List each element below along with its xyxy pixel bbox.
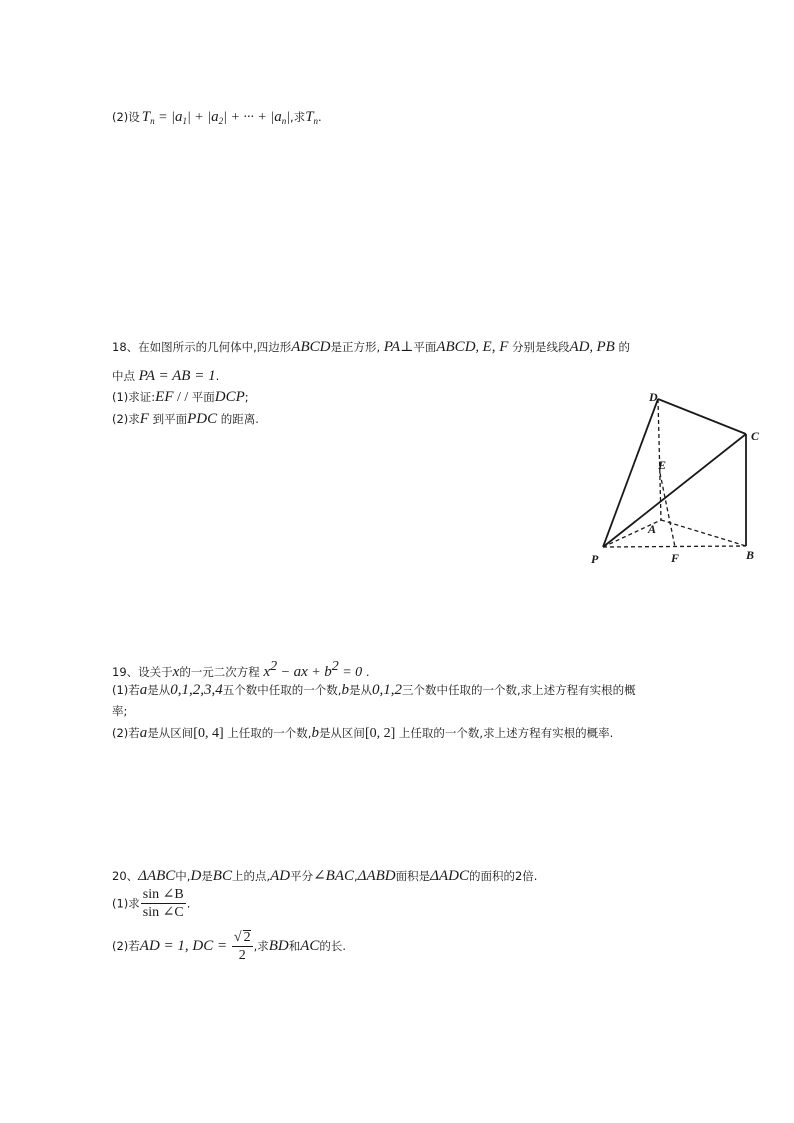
q18-line2-math: PA = AB = 1 [138, 368, 216, 384]
q18-abcd: ABCD [291, 339, 331, 355]
q20-stem-prefix: 20、 [112, 869, 139, 883]
q17-tn: $T_n$ [305, 109, 319, 126]
q19-part1-set1: 0,1,2,3,4 [170, 682, 223, 698]
q18-part1-plane: 平面 [191, 390, 215, 404]
q17-part2-mid: ,求 [290, 110, 306, 124]
q19-part2-text1: 是从区间 [147, 726, 194, 740]
q19-part1-text2: 五个数中任取的一个数, [222, 683, 342, 697]
q20-part2-frac-num-wrap: √ 2 [233, 930, 251, 945]
q20-tri-adc: ΔADC [430, 868, 469, 884]
q19-part2-int1: [0, 4] [193, 726, 224, 741]
q20-tri-abc: ΔABC [138, 868, 176, 884]
q18-part2-end: 的距离. [220, 412, 259, 426]
q19-stem-end: . [365, 665, 370, 679]
q18-part1-end: ; [244, 390, 249, 404]
q19-part1-prefix: (1)若 [112, 683, 140, 697]
q20-text-is: 是 [201, 869, 213, 883]
q20-part2-fraction [232, 930, 253, 963]
q20-seg-bc: BC [212, 868, 232, 884]
q18-part2-f: F [139, 411, 149, 427]
q20-text-twice: 的面积的2倍. [468, 869, 538, 883]
q19-part1-set2: 0,1,2 [371, 682, 402, 698]
q17-part2-set: 设 [128, 110, 140, 124]
q17-part2 [112, 110, 322, 126]
q18-part1-dcp: DCP [214, 389, 245, 405]
q18-line2 [112, 369, 219, 384]
q18-part2-pdc: PDC [187, 411, 218, 427]
edge-ef [660, 473, 675, 547]
label-c: C [751, 429, 760, 443]
q18-pb: PB [596, 339, 615, 355]
q18-line2-end: . [215, 369, 220, 383]
q18-part1-parallel: / / [173, 390, 192, 405]
q18-plane: 平面 [413, 340, 437, 354]
q17-part2-num: (2) [112, 110, 129, 124]
q20-part1-fraction [141, 888, 186, 920]
q20-part1-num: sin ∠B [142, 887, 184, 902]
q18-geometry-figure [585, 385, 775, 570]
q20-text-area: 面积是 [395, 869, 431, 883]
q18-ef: E, F [482, 339, 509, 355]
q17-part2-end: . [318, 110, 322, 124]
q18-part1-prefix: (1)求证: [112, 390, 156, 404]
q20-tri-abd: ΔABD [357, 868, 396, 884]
q18-line2-prefix: 中点 [112, 369, 135, 383]
label-p: P [591, 552, 599, 566]
q19-part2-text4: 上任取的一个数,求上述方程有实根的概率. [398, 726, 614, 740]
q20-comma: , [354, 869, 358, 883]
q18-perp: ⊥ [400, 340, 414, 355]
label-a: A [648, 522, 657, 536]
q19-stem-mid: 的一元二次方程 [179, 665, 260, 679]
q20-part2-frac-num: 2 [243, 930, 251, 945]
q19-part1-line2 [112, 706, 127, 718]
q20-pt-d: D [190, 868, 202, 884]
q20-text-bisect: 平分 [290, 869, 314, 883]
edge-pb [603, 546, 746, 547]
q19-part1-text1: 是从 [147, 683, 171, 697]
q18-stem-end: 的 [618, 340, 630, 354]
q18-stem-mid1: 是正方形, [330, 340, 381, 354]
q18-part2 [112, 412, 259, 427]
label-b: B [746, 548, 755, 562]
label-f: F [671, 551, 680, 565]
q18-part1 [112, 390, 249, 405]
q19-part1-text3: 是从 [348, 683, 372, 697]
q19-part1-b: b [341, 682, 349, 698]
q20-part2-ac: AC [300, 938, 320, 954]
q19-part2-b: b [311, 725, 319, 741]
q18-stem-mid2: 分别是线段 [512, 340, 570, 354]
q20-part2-end: 的长. [319, 938, 347, 953]
q20-part2-text: ,求 [253, 938, 269, 953]
q19-part2-prefix: (2)若 [112, 726, 140, 740]
q19-equation: $x^2$ − ax + $b^2 = 0$ [263, 659, 363, 680]
q20-part2-and: 和 [288, 938, 301, 953]
q18-part2-mid: 到平面 [152, 412, 188, 426]
q20-part2-prefix: (2)若 [112, 938, 140, 953]
q18-part2-prefix: (2)求 [112, 412, 140, 426]
q19-part2-text2: 上任取的一个数, [227, 726, 312, 740]
q19-part2-a: a [139, 725, 148, 741]
edge-dc [658, 399, 746, 434]
q20-part1-den: sin ∠C [142, 905, 184, 920]
q19-part2 [112, 726, 613, 741]
q20-text-on: 上的点, [231, 869, 271, 883]
q19-part1-a: a [139, 682, 148, 698]
q20-text-in: 中, [175, 869, 191, 883]
label-e: E [658, 458, 667, 472]
q19-part1-text4: 三个数中任取的一个数,求上述方程有实根的概 [401, 683, 636, 697]
q18-stem: 18、在如图所示的几何体中,四边形ABCD是正方形, PA⊥平面ABCD, E, F 分别是线段AD, PB 的 [112, 339, 630, 355]
q20-part1-end: . [186, 896, 191, 911]
q19-stem [112, 660, 369, 680]
q20-part1 [112, 888, 190, 920]
q19-part2-text3: 是从区间 [318, 726, 365, 740]
label-d: D [649, 390, 658, 404]
q20-ang-bac: ∠BAC [313, 868, 355, 884]
q20-seg-ad: AD [270, 868, 291, 884]
q17-formula: $T_n = |a_1| + |a_2|$ + ··· + $|a_n|$ [141, 109, 291, 126]
q18-part1-ef: EF [155, 389, 174, 405]
q18-abcd-2: ABCD [436, 339, 476, 355]
q20-stem [112, 869, 537, 884]
q20-part2-eq: AD = 1, DC = [139, 938, 231, 954]
q19-stem-prefix: 19、设关于 [112, 665, 173, 679]
q19-part1 [112, 683, 636, 698]
q20-part2 [112, 930, 346, 963]
q19-x: x [172, 664, 180, 680]
q18-ad: AD [569, 339, 590, 355]
q19-part1-line2-text: 率; [112, 704, 128, 718]
q19-part2-int2: [0, 2] [364, 726, 396, 741]
q20-part2-frac-den: 2 [238, 948, 246, 963]
q20-part2-bd: BD [268, 938, 289, 954]
q20-part1-prefix: (1)求 [112, 896, 140, 911]
q18-stem-prefix: 18、在如图所示的几何体中,四边形 [112, 340, 292, 354]
q18-pa: PA [383, 339, 401, 355]
